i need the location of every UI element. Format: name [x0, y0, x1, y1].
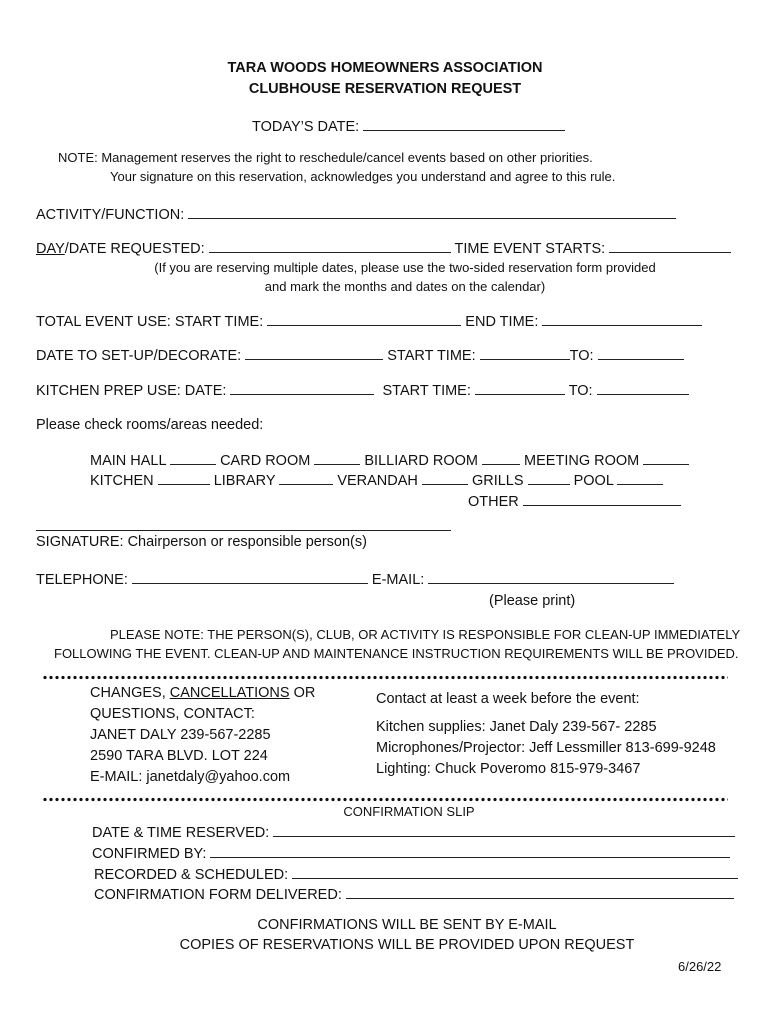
- confirmed-by-row: [92, 845, 730, 862]
- form-title: CLUBHOUSE RESERVATION REQUEST: [248, 81, 522, 97]
- email-label: E-MAIL:: [371, 572, 425, 588]
- setup-to-label: TO:: [569, 348, 594, 364]
- room-other-field[interactable]: [523, 493, 681, 506]
- date-requested-label: /DATE REQUESTED:: [64, 241, 205, 257]
- end-time-label: END TIME:: [465, 314, 539, 330]
- total-use-row: [36, 313, 702, 330]
- room-grills-label: GRILLS: [471, 473, 524, 489]
- setup-row: [36, 347, 684, 364]
- check-rooms-label: Please check rooms/areas needed:: [36, 417, 264, 433]
- footer-line-2: COPIES OF RESERVATIONS WILL BE PROVIDED UPON REQUEST: [179, 937, 635, 953]
- time-event-starts-label: TIME EVENT STARTS:: [454, 241, 606, 257]
- contact-cancellations: CANCELLATIONS: [169, 685, 290, 701]
- room-library-label: LIBRARY: [213, 473, 276, 489]
- contact-changes: CHANGES,: [90, 685, 170, 701]
- total-start-field[interactable]: [267, 313, 461, 326]
- revision-date: 6/26/22: [678, 959, 722, 974]
- recorded-field[interactable]: [292, 866, 738, 879]
- please-print: (Please print): [489, 593, 576, 609]
- delivered-field[interactable]: [346, 886, 734, 899]
- kitchen-to-field[interactable]: [597, 382, 689, 395]
- recorded-label: RECORDED & SCHEDULED:: [94, 867, 289, 883]
- kitchen-prep-date-field[interactable]: [230, 382, 374, 395]
- kitchen-to-label: TO:: [568, 383, 593, 399]
- room-verandah-check[interactable]: [422, 472, 468, 485]
- confirm-date-label: DATE & TIME RESERVED:: [92, 825, 270, 841]
- contact-left: [90, 683, 315, 788]
- todays-date-row: [252, 118, 565, 135]
- contact-address: 2590 TARA BLVD. LOT 224: [90, 748, 268, 764]
- contact-or: OR: [289, 685, 316, 701]
- date-requested-row: [36, 240, 731, 257]
- confirm-date-row: [92, 824, 735, 841]
- todays-date-field[interactable]: [363, 118, 565, 131]
- rooms-row-2: [90, 472, 663, 489]
- footer-line-1: CONFIRMATIONS WILL BE SENT BY E-MAIL: [257, 917, 557, 933]
- confirmed-by-field[interactable]: [210, 845, 730, 858]
- email-field[interactable]: [428, 571, 674, 584]
- multi-dates-note-2: and mark the months and dates on the calendar): [264, 279, 546, 294]
- contact-questions: QUESTIONS, CONTACT:: [90, 706, 255, 722]
- dotted-divider-bottom: [42, 797, 728, 802]
- signature-field[interactable]: [36, 518, 451, 531]
- cleanup-line-2: FOLLOWING THE EVENT. CLEAN-UP AND MAINTENANCE INSTRUCTION REQUIREMENTS WILL BE PROVIDED.: [54, 646, 739, 661]
- note-line-2: Your signature on this reservation, acknowledges you understand and agree to this rule.: [110, 169, 616, 184]
- room-verandah-label: VERANDAH: [337, 473, 418, 489]
- delivered-label: CONFIRMATION FORM DELIVERED:: [94, 887, 342, 903]
- contact-email: E-MAIL: janetdaly@yahoo.com: [90, 769, 291, 785]
- confirmed-by-label: CONFIRMED BY:: [92, 846, 207, 862]
- room-grills-check[interactable]: [528, 472, 570, 485]
- time-event-starts-field[interactable]: [609, 240, 731, 253]
- note-line-1: NOTE: Management reserves the right to reschedule/cancel events based on other priorities.: [58, 150, 593, 165]
- org-name: TARA WOODS HOMEOWNERS ASSOCIATION: [227, 60, 543, 76]
- total-use-label: TOTAL EVENT USE: START TIME:: [36, 314, 264, 330]
- room-meeting-check[interactable]: [643, 452, 689, 465]
- room-meeting-label: MEETING ROOM: [524, 453, 640, 469]
- room-card-room-check[interactable]: [314, 452, 360, 465]
- kitchen-prep-row: [36, 382, 689, 399]
- activity-row: [36, 206, 676, 223]
- contact-name-phone: JANET DALY 239-567-2285: [90, 727, 271, 743]
- rooms-other-row: [468, 493, 681, 510]
- contact-changes-line: [90, 683, 315, 704]
- kitchen-prep-label: KITCHEN PREP USE: DATE:: [36, 383, 227, 399]
- setup-label: DATE TO SET-UP/DECORATE:: [36, 348, 242, 364]
- cleanup-line-1: PLEASE NOTE: THE PERSON(S), CLUB, OR ACTIVITY IS RESPONSIBLE FOR CLEAN-UP IMMEDIATELY: [110, 627, 741, 642]
- signature-label: SIGNATURE: Chairperson or responsible person(s): [36, 534, 367, 550]
- confirmation-title: CONFIRMATION SLIP: [343, 804, 475, 819]
- contact-kitchen-supplies: Kitchen supplies: Janet Daly 239-567- 2285: [376, 719, 657, 735]
- setup-to-field[interactable]: [598, 347, 684, 360]
- room-main-hall-label: MAIN HALL: [90, 453, 167, 469]
- multi-dates-note-1: (If you are reserving multiple dates, please use the two-sided reservation form provided: [154, 260, 656, 275]
- todays-date-label: TODAY’S DATE:: [252, 119, 360, 135]
- room-library-check[interactable]: [279, 472, 333, 485]
- contact-right: [376, 717, 716, 780]
- room-billiard-label: BILLIARD ROOM: [364, 453, 478, 469]
- kitchen-start-label: START TIME:: [382, 383, 471, 399]
- telephone-row: [36, 571, 674, 588]
- telephone-label: TELEPHONE:: [36, 572, 128, 588]
- day-label: DAY: [36, 241, 65, 257]
- activity-label: ACTIVITY/FUNCTION:: [36, 207, 185, 223]
- recorded-row: [94, 866, 738, 883]
- room-other-label: OTHER: [468, 494, 519, 510]
- room-billiard-check[interactable]: [482, 452, 520, 465]
- dotted-divider-top: [42, 675, 728, 680]
- room-main-hall-check[interactable]: [170, 452, 216, 465]
- setup-start-label: START TIME:: [387, 348, 476, 364]
- contact-lighting: Lighting: Chuck Poveromo 815-979-3467: [376, 761, 641, 777]
- end-time-field[interactable]: [542, 313, 702, 326]
- delivered-row: [94, 886, 734, 903]
- room-pool-check[interactable]: [617, 472, 663, 485]
- confirm-date-field[interactable]: [273, 824, 735, 837]
- rooms-row-1: [90, 452, 689, 469]
- setup-date-field[interactable]: [245, 347, 383, 360]
- room-kitchen-check[interactable]: [158, 472, 210, 485]
- setup-start-field[interactable]: [480, 347, 570, 360]
- date-requested-field[interactable]: [209, 240, 451, 253]
- room-card-room-label: CARD ROOM: [220, 453, 311, 469]
- contact-week-before: Contact at least a week before the event:: [376, 691, 640, 707]
- telephone-field[interactable]: [132, 571, 368, 584]
- kitchen-start-field[interactable]: [475, 382, 565, 395]
- room-pool-label: POOL: [573, 473, 614, 489]
- room-kitchen-label: KITCHEN: [90, 473, 154, 489]
- contact-microphones: Microphones/Projector: Jeff Lessmiller 813-699-9248: [376, 740, 716, 756]
- activity-field[interactable]: [188, 206, 676, 219]
